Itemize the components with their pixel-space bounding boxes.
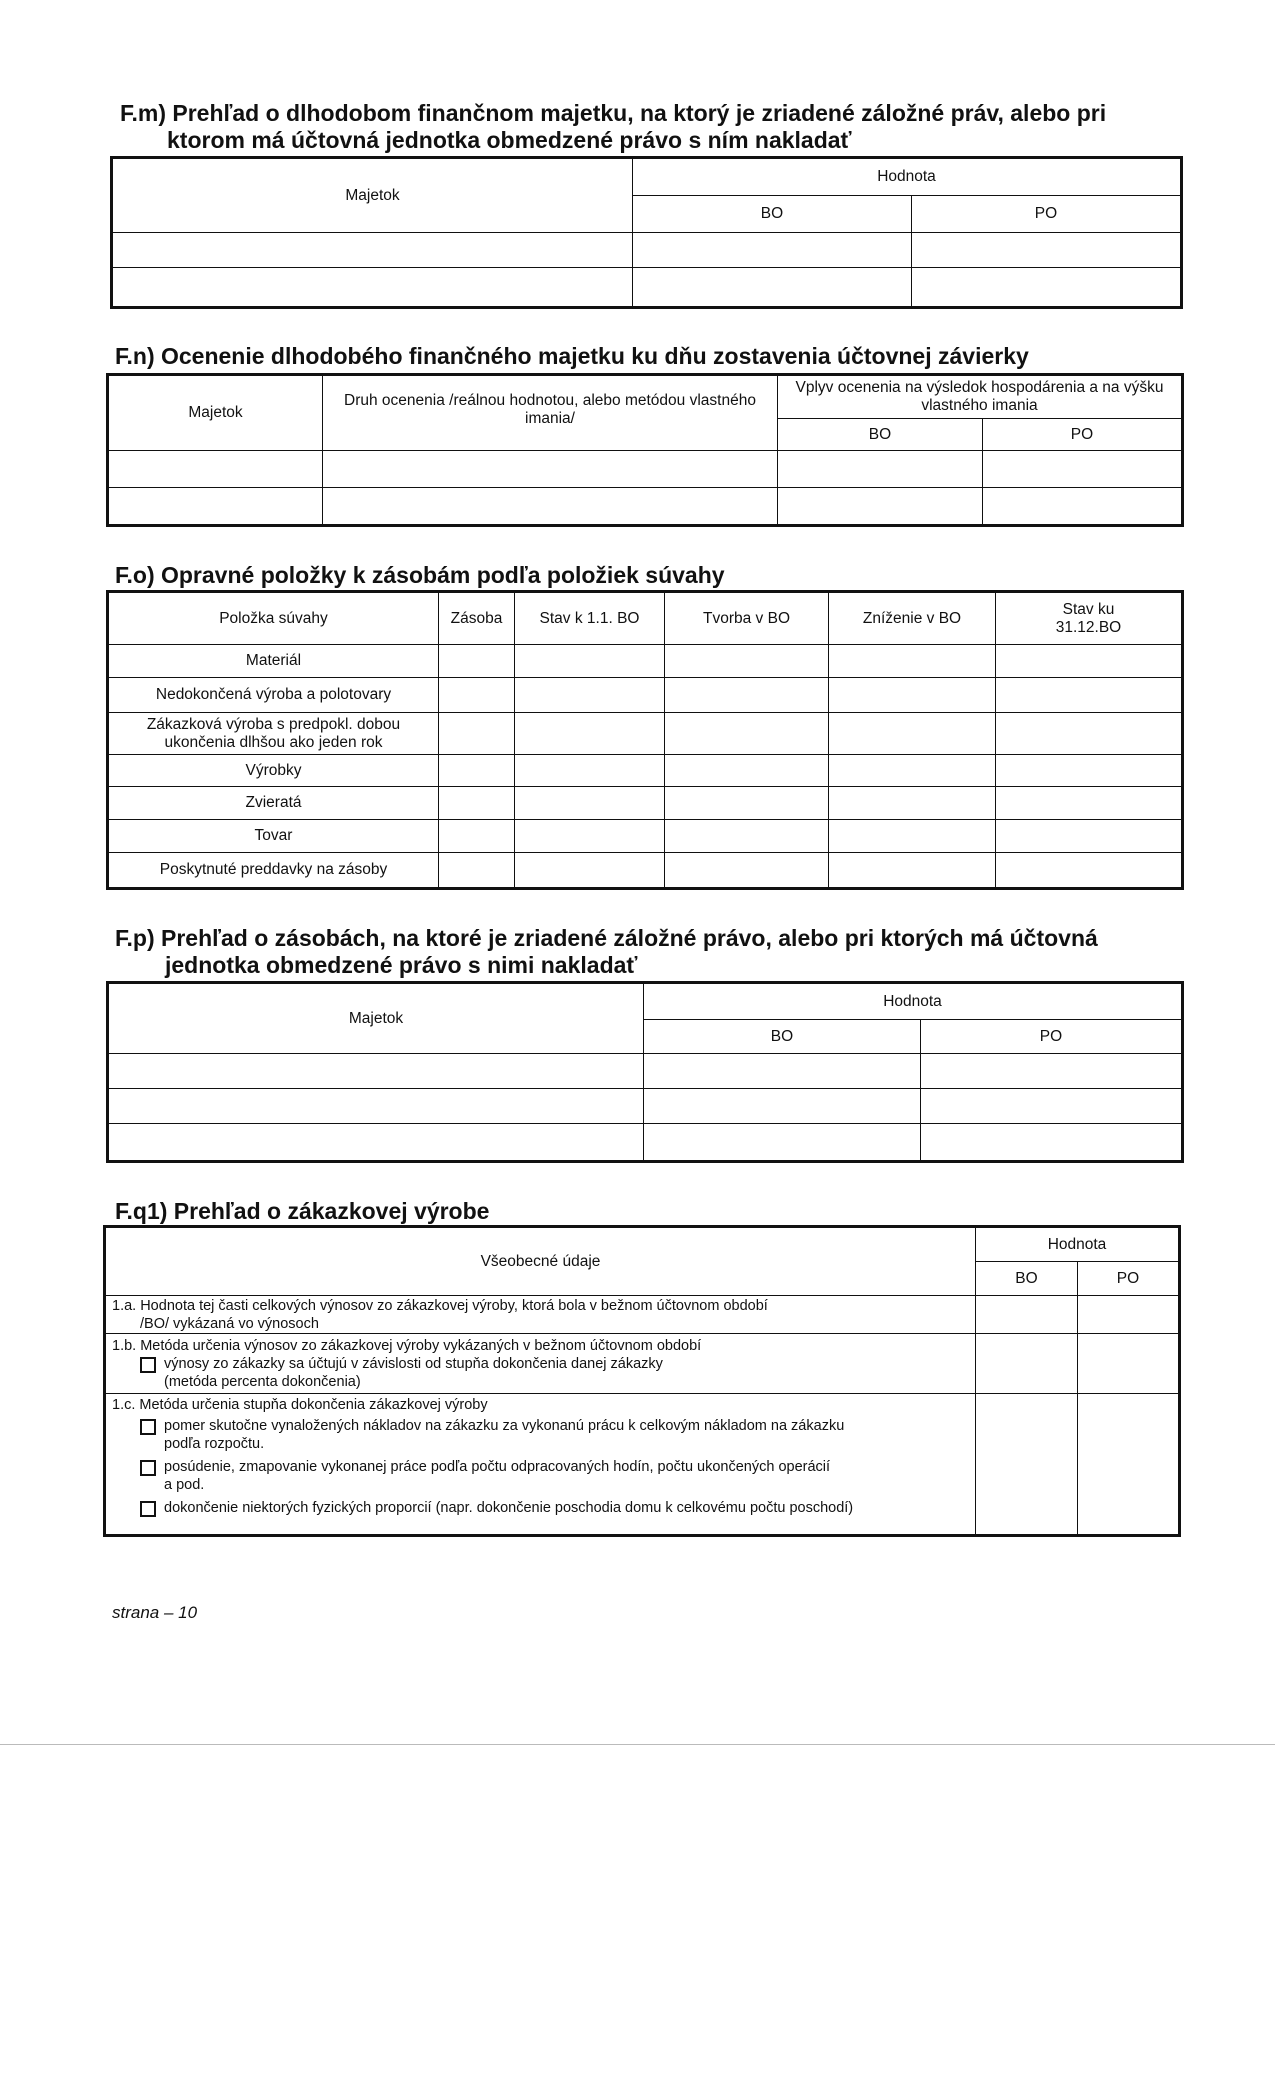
fq1-cell-po[interactable]: [1078, 1334, 1179, 1394]
fo-row-label: Zákazková výroba s predpokl. dobou ukončenia dlhšou ako jeden rok: [109, 713, 439, 755]
checkbox-icon[interactable]: [140, 1357, 156, 1373]
fq1-cell-bo[interactable]: [976, 1394, 1078, 1535]
fq1-row-1c-opt2-line1: posúdenie, zmapovanie vykonanej práce podľa počtu odpracovaných hodín, počtu ukončených operácií: [164, 1459, 831, 1475]
fo-cell[interactable]: [665, 755, 829, 787]
fo-cell[interactable]: [439, 755, 515, 787]
fm-header-hodnota: Hodnota: [633, 159, 1181, 196]
section-fp-title: [115, 925, 1098, 979]
fp-cell-po[interactable]: [921, 1054, 1182, 1089]
fo-row-label: Výrobky: [109, 755, 439, 787]
fm-cell-bo[interactable]: [633, 268, 912, 307]
fo-cell[interactable]: [439, 787, 515, 820]
checkbox-icon[interactable]: [140, 1460, 156, 1476]
fo-cell[interactable]: [829, 645, 996, 678]
fm-header-bo: BO: [633, 196, 912, 233]
page-edge-divider: [0, 1744, 1275, 1745]
fo-row-label: Zvieratá: [109, 787, 439, 820]
fo-cell[interactable]: [996, 645, 1182, 678]
section-fp-title-line1: F.p) Prehľad o zásobách, na ktoré je zriadené záložné právo, alebo pri ktorých má účtovná: [115, 925, 1098, 951]
fq1-cell-bo[interactable]: [976, 1296, 1078, 1334]
section-fo-title: [115, 562, 725, 589]
checkbox-icon[interactable]: [140, 1501, 156, 1517]
table-fp: [108, 983, 1182, 1161]
fn-cell-po[interactable]: [983, 451, 1182, 488]
fq1-row-1c-opt1-line1: pomer skutočne vynaložených nákladov na zákazku za vykonanú prácu k celkovým nákladom na zákazku: [164, 1418, 845, 1434]
section-fq1-title: [115, 1198, 489, 1225]
fq1-row-1b-opt1-line1: výnosy zo zákazky sa účtujú v závislosti od stupňa dokončenia danej zákazky: [164, 1355, 663, 1372]
fm-cell-po[interactable]: [912, 233, 1181, 268]
fo-cell[interactable]: [515, 820, 665, 853]
table-fn: [108, 375, 1182, 525]
fo-cell[interactable]: [996, 787, 1182, 820]
fo-row-label: Poskytnuté preddavky na zásoby: [109, 853, 439, 888]
fq1-row-1a-line2: /BO/ vykázaná vo výnosoch: [140, 1315, 319, 1332]
fq1-row-1c: [106, 1394, 976, 1535]
fq1-row-1a: [106, 1296, 976, 1334]
fo-cell[interactable]: [439, 853, 515, 888]
fp-cell-majetok[interactable]: [109, 1054, 644, 1089]
fp-cell-majetok[interactable]: [109, 1124, 644, 1161]
fo-cell[interactable]: [996, 713, 1182, 755]
fq1-option-pomer-nakladov[interactable]: [112, 1417, 969, 1453]
fo-cell[interactable]: [515, 755, 665, 787]
fn-header-po: PO: [983, 419, 1182, 451]
section-fq1-title-text: F.q1) Prehľad o zákazkovej výrobe: [115, 1198, 490, 1224]
fn-cell-bo[interactable]: [778, 451, 983, 488]
fq1-header-po: PO: [1078, 1262, 1179, 1296]
section-fm-title-line1: F.m) Prehľad o dlhodobom finančnom majetku, na ktorý je zriadené záložné práv, alebo pri: [120, 100, 1107, 126]
fm-cell-po[interactable]: [912, 268, 1181, 307]
fq1-row-1b-opt1-line2: (metóda percenta dokončenia): [164, 1373, 361, 1390]
fo-cell[interactable]: [829, 713, 996, 755]
fo-cell[interactable]: [439, 820, 515, 853]
fm-cell-majetok[interactable]: [113, 233, 633, 268]
fp-header-po: PO: [921, 1020, 1182, 1054]
fo-cell[interactable]: [515, 713, 665, 755]
table-fq1: [105, 1227, 1179, 1535]
fm-cell-bo[interactable]: [633, 233, 912, 268]
fp-cell-bo[interactable]: [644, 1124, 921, 1161]
fn-header-druh: Druh ocenenia /reálnou hodnotou, alebo metódou vlastného imania/: [323, 376, 778, 451]
fq1-header-bo: BO: [976, 1262, 1078, 1296]
fo-cell[interactable]: [439, 678, 515, 713]
fq1-cell-bo[interactable]: [976, 1334, 1078, 1394]
fm-cell-majetok[interactable]: [113, 268, 633, 307]
fn-cell-majetok[interactable]: [109, 451, 323, 488]
fq1-cell-po[interactable]: [1078, 1394, 1179, 1535]
fm-header-majetok: Majetok: [113, 159, 633, 233]
fp-cell-bo[interactable]: [644, 1054, 921, 1089]
fo-cell[interactable]: [665, 713, 829, 755]
fq1-row-1c-opt3-line1: dokončenie niektorých fyzických proporcií (napr. dokončenie poschodia domu k celkovému počtu poschodí): [164, 1500, 854, 1516]
fo-header-stav-3112: Stav ku 31.12.BO: [996, 593, 1182, 645]
fq1-row-1a-line1: 1.a. Hodnota tej časti celkových výnosov zo zákazkovej výroby, ktorá bola v bežnom účtovnom období: [112, 1297, 768, 1314]
fo-header-polozka: Položka súvahy: [109, 593, 439, 645]
fo-cell[interactable]: [829, 820, 996, 853]
fo-cell[interactable]: [515, 853, 665, 888]
fo-cell[interactable]: [515, 645, 665, 678]
section-fo-title-text: F.o) Opravné položky k zásobám podľa položiek súvahy: [115, 562, 725, 588]
fq1-row-1c-opt2-line2: a pod.: [164, 1477, 205, 1493]
section-fn-title-text: F.n) Ocenenie dlhodobého finančného majetku ku dňu zostavenia účtovnej závierky: [115, 343, 1029, 369]
fq1-row-1c-opt1-line2: podľa rozpočtu.: [164, 1436, 265, 1452]
fp-header-hodnota: Hodnota: [644, 984, 1182, 1020]
fo-cell[interactable]: [665, 787, 829, 820]
fo-cell[interactable]: [996, 678, 1182, 713]
fo-cell[interactable]: [515, 678, 665, 713]
fo-cell[interactable]: [439, 645, 515, 678]
fm-header-po: PO: [912, 196, 1181, 233]
fq1-option-percento-dokoncenia[interactable]: [112, 1355, 969, 1391]
fn-header-majetok: Majetok: [109, 376, 323, 451]
fo-cell[interactable]: [829, 853, 996, 888]
fp-cell-po[interactable]: [921, 1089, 1182, 1124]
fo-cell[interactable]: [665, 820, 829, 853]
fo-cell[interactable]: [829, 755, 996, 787]
fo-cell[interactable]: [515, 787, 665, 820]
fp-cell-po[interactable]: [921, 1124, 1182, 1161]
fo-cell[interactable]: [996, 853, 1182, 888]
section-fm-title-line2: ktorom má účtovná jednotka obmedzené právo s ním nakladať: [167, 127, 852, 153]
fn-cell-druh[interactable]: [323, 451, 778, 488]
fq1-row-1b: [106, 1334, 976, 1394]
fp-cell-majetok[interactable]: [109, 1089, 644, 1124]
fo-cell[interactable]: [996, 820, 1182, 853]
table-fm: [112, 158, 1181, 307]
fn-cell-po[interactable]: [983, 488, 1182, 525]
fp-header-bo: BO: [644, 1020, 921, 1054]
fp-header-majetok: Majetok: [109, 984, 644, 1054]
fn-header-bo: BO: [778, 419, 983, 451]
fq1-header-hodnota: Hodnota: [976, 1228, 1179, 1262]
section-fm-title: [120, 100, 1106, 154]
fo-header-znizenie: Zníženie v BO: [829, 593, 996, 645]
fq1-header-udaje: Všeobecné údaje: [106, 1228, 976, 1296]
fq1-option-fyzicke-proporcie[interactable]: [112, 1499, 969, 1517]
fn-cell-bo[interactable]: [778, 488, 983, 525]
fn-header-vplyv: Vplyv ocenenia na výsledok hospodárenia a na výšku vlastného imania: [778, 376, 1182, 419]
fp-cell-bo[interactable]: [644, 1089, 921, 1124]
fq1-option-posudenie-prace[interactable]: [112, 1458, 969, 1494]
fq1-row-1c-line1: 1.c. Metóda určenia stupňa dokončenia zákazkovej výroby: [112, 1397, 488, 1413]
fo-cell[interactable]: [829, 678, 996, 713]
fo-cell[interactable]: [665, 645, 829, 678]
fo-cell[interactable]: [665, 853, 829, 888]
checkbox-icon[interactable]: [140, 1419, 156, 1435]
fo-header-tvorba: Tvorba v BO: [665, 593, 829, 645]
fo-cell[interactable]: [439, 713, 515, 755]
fo-header-stav-11: Stav k 1.1. BO: [515, 593, 665, 645]
fo-row-label: Nedokončená výroba a polotovary: [109, 678, 439, 713]
table-fo: [108, 592, 1182, 888]
page-number: strana – 10: [112, 1603, 198, 1622]
fo-row-label: Tovar: [109, 820, 439, 853]
fn-cell-druh[interactable]: [323, 488, 778, 525]
fq1-cell-po[interactable]: [1078, 1296, 1179, 1334]
fo-cell[interactable]: [829, 787, 996, 820]
section-fn-title: [115, 343, 1029, 370]
fo-cell[interactable]: [996, 755, 1182, 787]
section-fp-title-line2: jednotka obmedzené právo s nimi nakladať: [165, 952, 638, 978]
fo-header-zasoba: Zásoba: [439, 593, 515, 645]
fn-cell-majetok[interactable]: [109, 488, 323, 525]
fq1-row-1b-line1: 1.b. Metóda určenia výnosov zo zákazkovej výroby vykázaných v bežnom účtovnom období: [112, 1337, 702, 1354]
fo-row-label: Materiál: [109, 645, 439, 678]
fo-cell[interactable]: [665, 678, 829, 713]
